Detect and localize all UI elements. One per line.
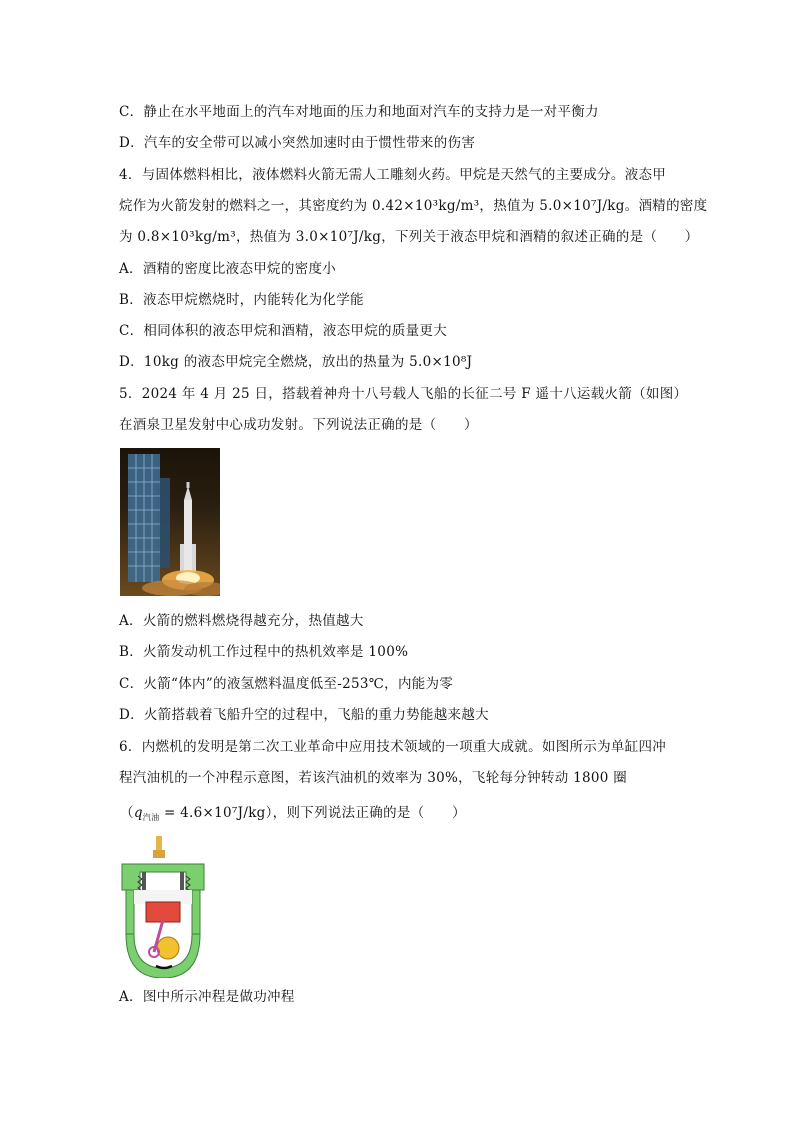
q4-stem-line3: 为 0.8×10³kg/m³，热值为 3.0×10⁷J/kg，下列关于液态甲烷和酒精的叙述正确的是（ ） xyxy=(119,229,699,245)
q6-stem-line2: 程汽油机的一个冲程示意图，若该汽油机的效率为 30%，飞轮每分钟转动 1800 圈 xyxy=(119,770,628,786)
q4-stem-line1: 4．与固体燃料相比，液体燃料火箭无需人工雕刻火药。甲烷是天然气的主要成分。液态甲 xyxy=(119,167,667,183)
q5-option-d: D．火箭搭载着飞船升空的过程中，飞船的重力势能越来越大 xyxy=(119,707,489,723)
q-symbol: q xyxy=(133,805,143,821)
q6-stem-line3 xyxy=(120,804,466,827)
q3-option-c: C．静止在水平地面上的汽车对地面的压力和地面对汽车的支持力是一对平衡力 xyxy=(119,104,599,120)
rocket-launch-illustration xyxy=(120,448,220,596)
q5-option-b: B．火箭发动机工作过程中的热机效率是 100% xyxy=(119,644,409,660)
q5-option-c: C．火箭“体内”的液氢燃料温度低至-253℃，内能为零 xyxy=(119,676,454,692)
q6-option-a: A．图中所示冲程是做功冲程 xyxy=(119,989,295,1005)
q5-option-a: A．火箭的燃料燃烧得越充分，热值越大 xyxy=(119,613,364,629)
q4-option-b: B．液态甲烷燃烧时，内能转化为化学能 xyxy=(119,292,364,308)
q4-option-c: C．相同体积的液态甲烷和酒精，液态甲烷的质量更大 xyxy=(119,323,448,339)
q-subscript: 汽油 xyxy=(142,813,160,822)
engine-illustration xyxy=(120,836,206,978)
q4-option-d: D．10kg 的液态甲烷完全燃烧，放出的热量为 5.0×10⁸J xyxy=(119,354,473,370)
q4-option-a: A．酒精的密度比液态甲烷的密度小 xyxy=(119,261,337,277)
q6-stem-line1: 6．内燃机的发明是第二次工业革命中应用技术领域的一项重大成就。如图所示为单缸四冲 xyxy=(119,739,667,755)
q6-stem-rest: = 4.6×10⁷J/kg），则下列说法正确的是（ ） xyxy=(159,805,466,821)
q5-stem-line2: 在酒泉卫星发射中心成功发射。下列说法正确的是（ ） xyxy=(119,417,478,433)
q5-stem-line1: 5．2024 年 4 月 25 日，搭载着神舟十八号载人飞船的长征二号 F 遥十八运载火箭（如图） xyxy=(119,386,688,402)
q4-stem-line2: 烷作为火箭发射的燃料之一，其密度约为 0.42×10³kg/m³，热值为 5.0×10⁷J/kg。酒精的密度 xyxy=(119,198,708,214)
q3-option-d: D．汽车的安全带可以减小突然加速时由于惯性带来的伤害 xyxy=(119,135,476,151)
q6-paren-open: （ xyxy=(120,805,134,821)
rocket-launch-photo xyxy=(120,448,220,596)
engine-stroke-diagram xyxy=(120,836,206,978)
